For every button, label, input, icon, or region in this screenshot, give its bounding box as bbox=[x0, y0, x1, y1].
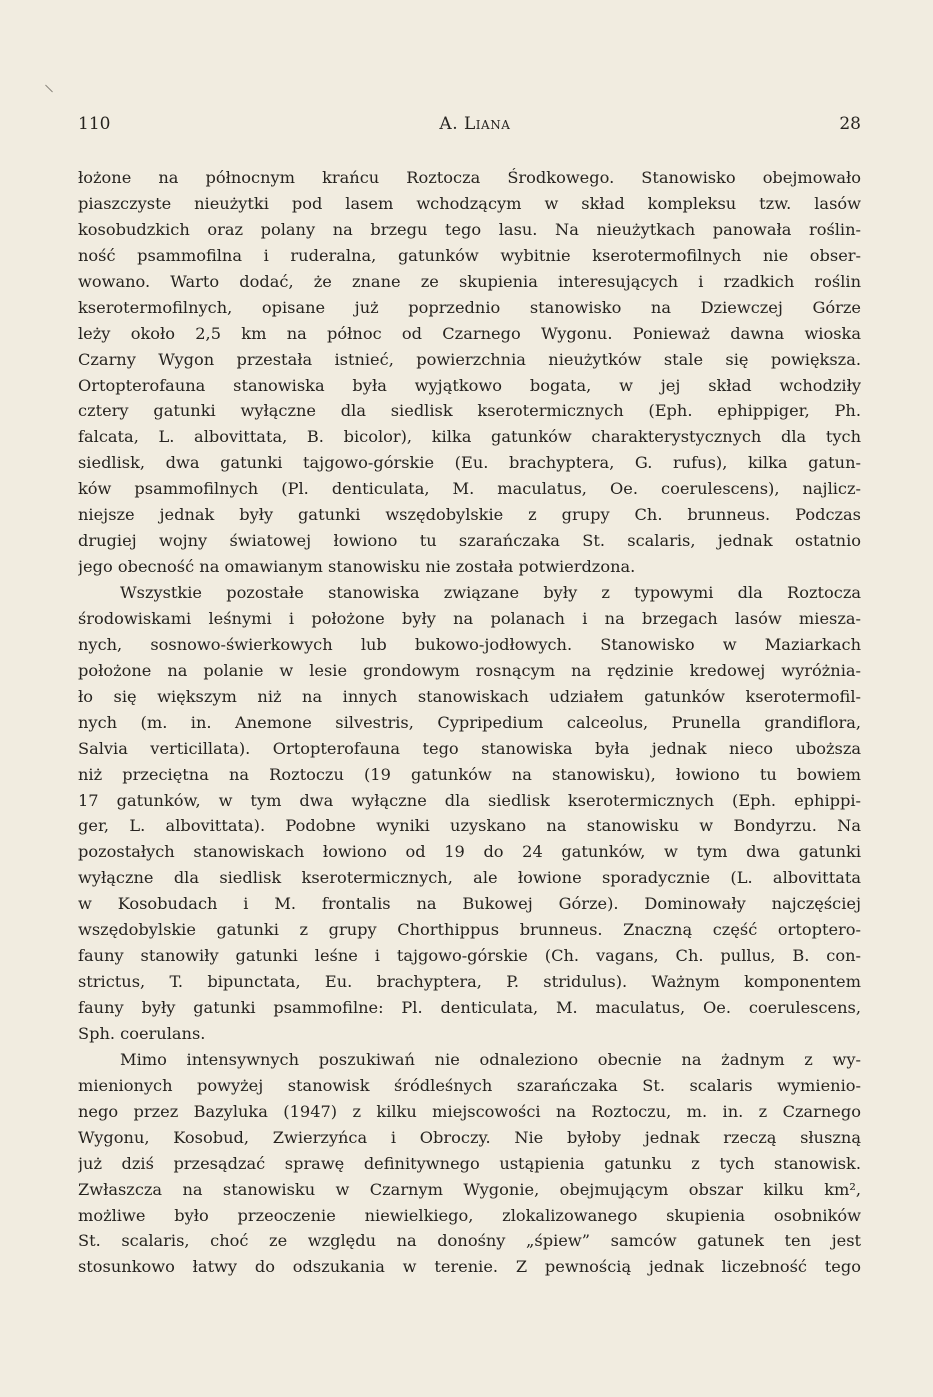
page-number: 110 bbox=[78, 114, 111, 134]
text-line: jego obecność na omawianym stanowisku nie została potwierdzona. bbox=[78, 557, 636, 577]
text-line: nego przez Bazyluka (1947) z kilku miejscowości na Roztoczu, m. in. z Czarnego bbox=[78, 1101, 861, 1121]
text-line: ność psammofilna i ruderalna, gatunków wybitnie kserotermofilnych nie obser- bbox=[78, 245, 861, 265]
text-line: Wszystkie pozostałe stanowiska związane były z typowymi dla Roztocza bbox=[120, 583, 861, 602]
article-body bbox=[78, 165, 861, 1280]
text-line: położone na polanie w lesie grondowym rosnącym na rędzinie kredowej wyróżnia- bbox=[78, 660, 861, 680]
text-line: w Kosobudach i M. frontalis na Bukowej Górze). Dominowały najczęściej bbox=[78, 894, 861, 914]
text-line: Sph. coerulans. bbox=[78, 1023, 206, 1043]
text-line: strictus, T. bipunctata, Eu. brachyptera, P. stridulus). Ważnym komponentem bbox=[78, 972, 861, 992]
text-line: St. scalaris, choć ze względu na donośny „śpiew” samców gatunek ten jest bbox=[78, 1231, 861, 1251]
text-line: wszędobylskie gatunki z grupy Chorthippus brunneus. Znaczną część ortoptero- bbox=[78, 920, 861, 940]
text-line: łożone na północnym krańcu Roztocza Środkowego. Stanowisko obejmowało bbox=[78, 168, 861, 187]
issue-number: 28 bbox=[839, 114, 861, 134]
text-line: nych, sosnowo-świerkowych lub bukowo-jodłowych. Stanowisko w Maziarkach bbox=[78, 634, 861, 654]
text-line: wowano. Warto dodać, że znane ze skupienia interesujących i rzadkich roślin bbox=[78, 271, 861, 291]
text-line: środowiskami leśnymi i położone były na polanach i na brzegach lasów miesza- bbox=[78, 608, 861, 628]
text-line: Salvia verticillata). Ortopterofauna tego stanowiska była jednak nieco uboższa bbox=[78, 738, 861, 758]
text-line: drugiej wojny światowej łowiono tu szarańczaka St. scalaris, jednak ostatnio bbox=[78, 531, 861, 551]
text-line: już dziś przesądzać sprawę definitywnego ustąpienia gatunku z tych stanowisk. bbox=[78, 1153, 861, 1173]
text-line: piaszczyste nieużytki pod lasem wchodzącym w skład kompleksu tzw. lasów bbox=[78, 193, 861, 213]
text-line: Wygonu, Kosobud, Zwierzyńca i Obroczy. Nie byłoby jednak rzeczą słuszną bbox=[78, 1127, 861, 1147]
text-line: kserotermofilnych, opisane już poprzednio stanowisko na Dziewczej Górze bbox=[78, 297, 861, 317]
running-head-author: A. Liana bbox=[439, 114, 511, 134]
text-line: ger, L. albovittata). Podobne wyniki uzyskano na stanowisku w Bondyrzu. Na bbox=[78, 816, 861, 836]
text-line: stosunkowo łatwy do odszukania w terenie. Z pewnością jednak liczebność tego bbox=[78, 1257, 861, 1277]
text-line: niż przeciętna na Roztoczu (19 gatunków na stanowisku), łowiono tu bowiem bbox=[78, 764, 861, 784]
text-line: nych (m. in. Anemone silvestris, Cypripedium calceolus, Prunella grandiflora, bbox=[78, 712, 861, 732]
text-line: falcata, L. albovittata, B. bicolor), kilka gatunków charakterystycznych dla tych bbox=[78, 427, 861, 447]
text-line: fauny były gatunki psammofilne: Pl. denticulata, M. maculatus, Oe. coerulescens, bbox=[78, 998, 861, 1017]
page-header bbox=[78, 112, 861, 136]
text-line: pozostałych stanowiskach łowiono od 19 do 24 gatunków, w tym dwa gatunki bbox=[78, 842, 861, 862]
text-line: Ortopterofauna stanowiska była wyjątkowo bogata, w jej skład wchodziły bbox=[78, 375, 861, 395]
text-line: Mimo intensywnych poszukiwań nie odnaleziono obecnie na żadnym z wy- bbox=[120, 1049, 861, 1069]
text-line: niejsze jednak były gatunki wszędobylskie z grupy Ch. brunneus. Podczas bbox=[78, 505, 861, 525]
text-line: ków psammofilnych (Pl. denticulata, M. maculatus, Oe. coerulescens), najlicz- bbox=[78, 479, 861, 499]
text-line: fauny stanowiły gatunki leśne i tajgowo-górskie (Ch. vagans, Ch. pullus, B. con- bbox=[78, 946, 861, 966]
text-line: siedlisk, dwa gatunki tajgowo-górskie (Eu. brachyptera, G. rufus), kilka gatun- bbox=[78, 453, 861, 473]
scan-artifact-mark bbox=[45, 85, 53, 93]
text-line: cztery gatunki wyłączne dla siedlisk kserotermicznych (Eph. ephippiger, Ph. bbox=[78, 401, 861, 421]
text-line: 17 gatunków, w tym dwa wyłączne dla siedlisk kserotermicznych (Eph. ephippi- bbox=[78, 790, 861, 810]
text-line: Zwłaszcza na stanowisku w Czarnym Wygonie, obejmującym obszar kilku km², bbox=[78, 1179, 861, 1199]
text-line: leży około 2,5 km na północ od Czarnego Wygonu. Ponieważ dawna wioska bbox=[78, 323, 861, 343]
text-line: ło się większym niż na innych stanowiskach udziałem gatunków kserotermofil- bbox=[78, 686, 861, 706]
text-line: kosobudzkich oraz polany na brzegu tego lasu. Na nieużytkach panowała roślin- bbox=[78, 219, 861, 239]
text-line: możliwe było przeoczenie niewielkiego, zlokalizowanego skupienia osobników bbox=[78, 1205, 861, 1225]
text-line: mienionych powyżej stanowisk śródleśnych szarańczaka St. scalaris wymienio- bbox=[78, 1075, 861, 1095]
text-line: wyłączne dla siedlisk kserotermicznych, ale łowione sporadycznie (L. albovittata bbox=[78, 868, 861, 888]
text-line: Czarny Wygon przestała istnieć, powierzchnia nieużytków stale się powiększa. bbox=[78, 349, 861, 369]
